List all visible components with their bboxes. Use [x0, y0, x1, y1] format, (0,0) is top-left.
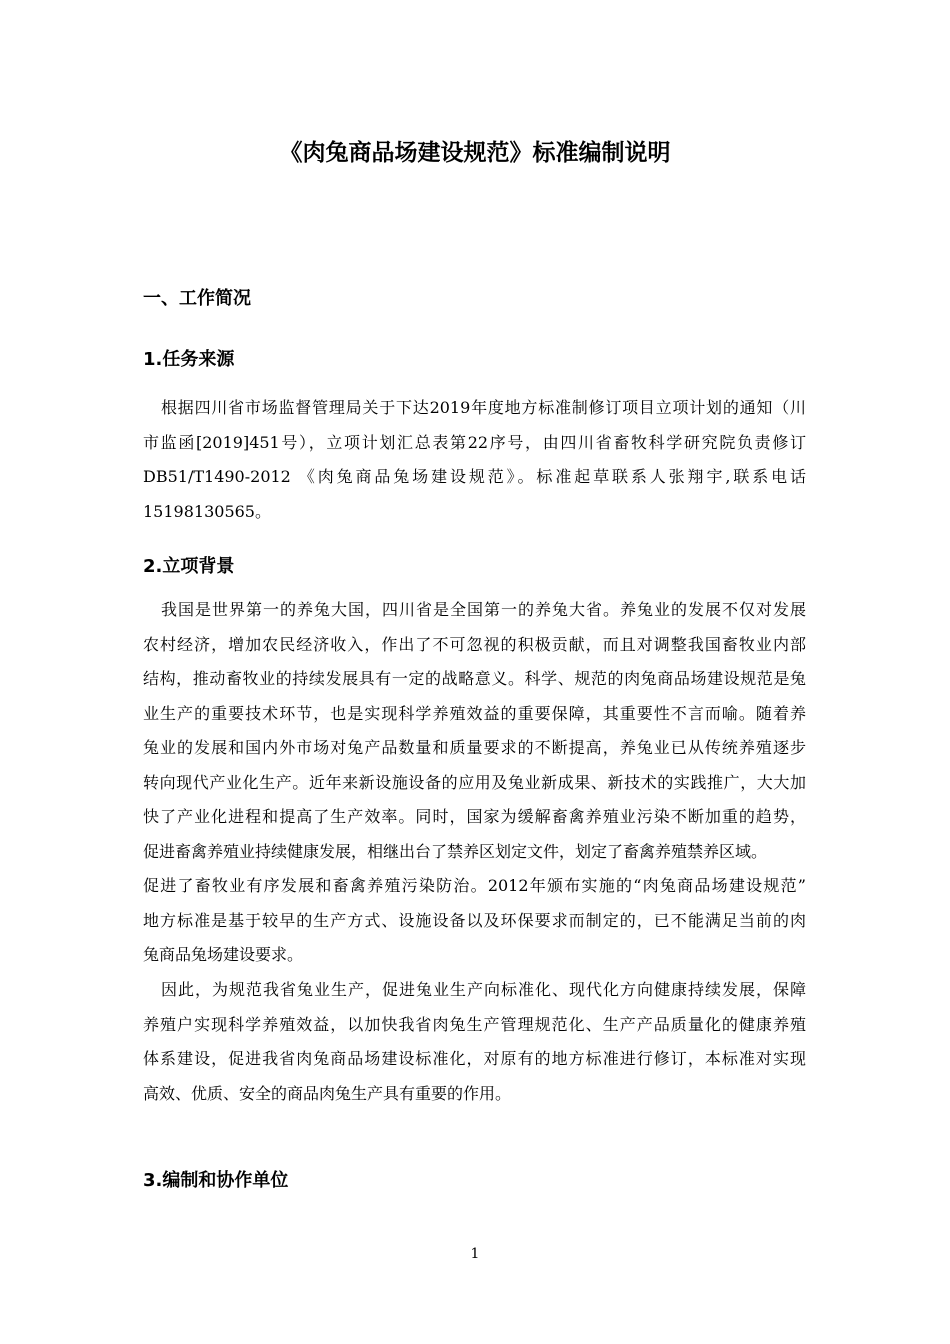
page-number: 1 — [470, 1246, 480, 1262]
text-line: 业生产的重要技术环节，也是实现科学养殖效益的重要保障，其重要性不言而喻。随着养 — [143, 703, 806, 723]
text-line: 养殖户实现科学养殖效益，以加快我省肉兔生产管理规范化、生产产品质量化的健康养殖 — [143, 1014, 806, 1034]
subheading-units: 3.编制和协作单位 — [143, 1170, 289, 1191]
text-line: 结构，推动畜牧业的持续发展具有一定的战略意义。科学、规范的肉兔商品场建设规范是兔 — [143, 669, 806, 688]
text-line: DB51/T1490-2012 《肉兔商品兔场建设规范》。标准起草联系人张翔宇,联系电话 — [143, 467, 806, 486]
text-line: 因此，为规范我省兔业生产，促进兔业生产向标准化、现代化方向健康持续发展，保障 — [161, 980, 806, 999]
document-title: 《肉兔商品场建设规范》标准编制说明 — [279, 140, 671, 166]
text-line: 农村经济，增加农民经济收入，作出了不可忽视的积极贡献，而且对调整我国畜牧业内部 — [143, 634, 806, 654]
paragraph-purpose — [143, 973, 806, 1111]
paragraph-task-source — [143, 391, 806, 529]
text-line: 体系建设，促进我省肉兔商品场建设标准化，对原有的地方标准进行修订，本标准对实现 — [143, 1049, 806, 1068]
text-line: 兔业的发展和国内外市场对兔产品数量和质量要求的不断提高，养兔业已从传统养殖逐步 — [143, 738, 806, 757]
subheading-background: 2.立项背景 — [143, 556, 235, 577]
text-line: 转向现代产业化生产。近年来新设施设备的应用及兔业新成果、新技术的实践推广，大大加 — [143, 772, 806, 792]
text-line: 快了产业化进程和提高了生产效率。同时，国家为缓解畜禽养殖业污染不断加重的趋势， — [143, 807, 806, 826]
text-line: 15198130565。 — [143, 501, 271, 521]
section-heading-work-overview: 一、工作简况 — [143, 288, 251, 309]
text-line: 我国是世界第一的养兔大国，四川省是全国第一的养兔大省。养兔业的发展不仅对发展 — [161, 600, 806, 619]
text-line: 根据四川省市场监督管理局关于下达2019年度地方标准制修订项目立项计划的通知（川 — [161, 398, 806, 417]
paragraph-background — [143, 593, 806, 973]
subheading-task-source: 1.任务来源 — [143, 349, 235, 370]
text-line: 促进了畜牧业有序发展和畜禽养殖污染防治。2012年颁布实施的“肉兔商品场建设规范” — [143, 876, 806, 895]
text-line: 促进畜禽养殖业持续健康发展，相继出台了禁养区划定文件，划定了畜禽养殖禁养区域。 — [143, 841, 768, 861]
text-line: 高效、优质、安全的商品肉兔生产具有重要的作用。 — [143, 1083, 512, 1103]
text-line: 兔商品兔场建设要求。 — [143, 945, 304, 964]
text-line: 地方标准是基于较早的生产方式、设施设备以及环保要求而制定的，已不能满足当前的肉 — [143, 910, 806, 930]
text-line: 市监函[2019]451号），立项计划汇总表第22序号，由四川省畜牧科学研究院负责修订 — [143, 432, 806, 452]
